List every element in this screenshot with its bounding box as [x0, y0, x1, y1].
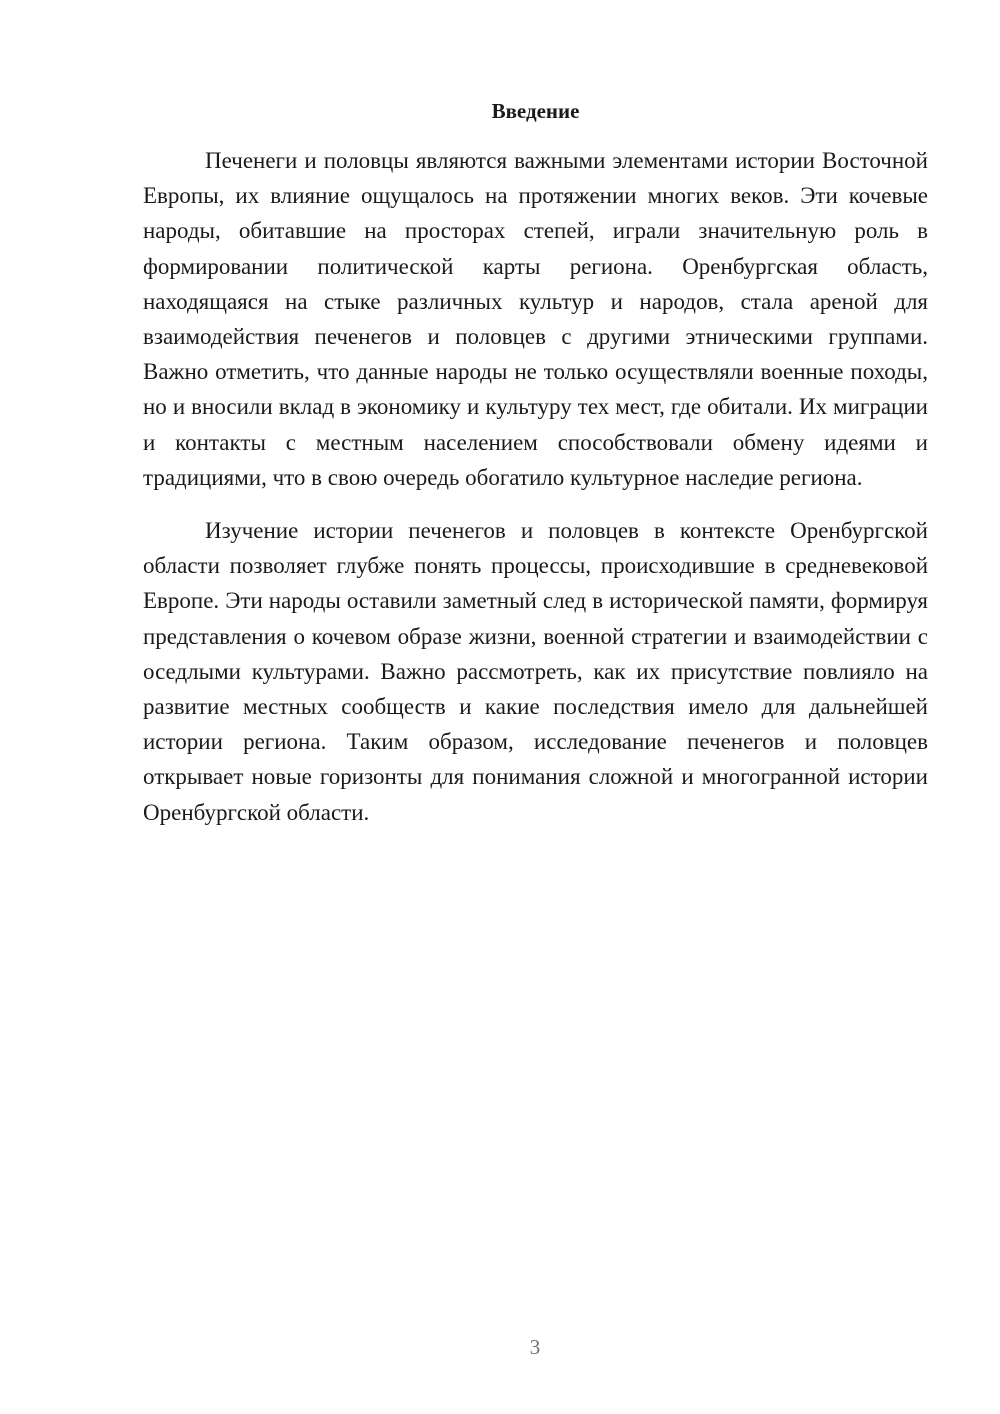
- body-text: [143, 143, 928, 830]
- paragraph-2: Изучение истории печенегов и половцев в контексте Оренбургской области позволяет глубже понять процессы, происходившие в средневековой Европе. Эти народы оставили заметный след в исторической памяти, формируя представления о кочевом образе жизни, военной стратегии и взаимодействии с оседлыми культурами. Важно рассмотреть, как их присутствие повлияло на развитие местных сообществ и какие последствия имело для дальнейшей истории региона. Таким образом, исследование печенегов и половцев открывает новые горизонты для понимания сложной и многогранной истории Оренбургской области.: [143, 518, 928, 825]
- paragraph-1: Печенеги и половцы являются важными элементами истории Восточной Европы, их влияние ощущалось на протяжении многих веков. Эти кочевые народы, обитавшие на просторах степей, играли значительную роль в формировании политической карты региона. Оренбургская область, находящаяся на стыке различных культур и народов, стала ареной для взаимодействия печенегов и половцев с другими этническими группами. Важно отметить, что данные народы не только осуществляли военные походы, но и вносили вклад в экономику и культуру тех мест, где обитали. Их миграции и контакты с местным населением способствовали обмену идеями и традициями, что в свою очередь обогатило культурное наследие региона.: [143, 148, 928, 490]
- page-number: 3: [529, 1335, 541, 1359]
- section-heading: Введение: [491, 99, 580, 123]
